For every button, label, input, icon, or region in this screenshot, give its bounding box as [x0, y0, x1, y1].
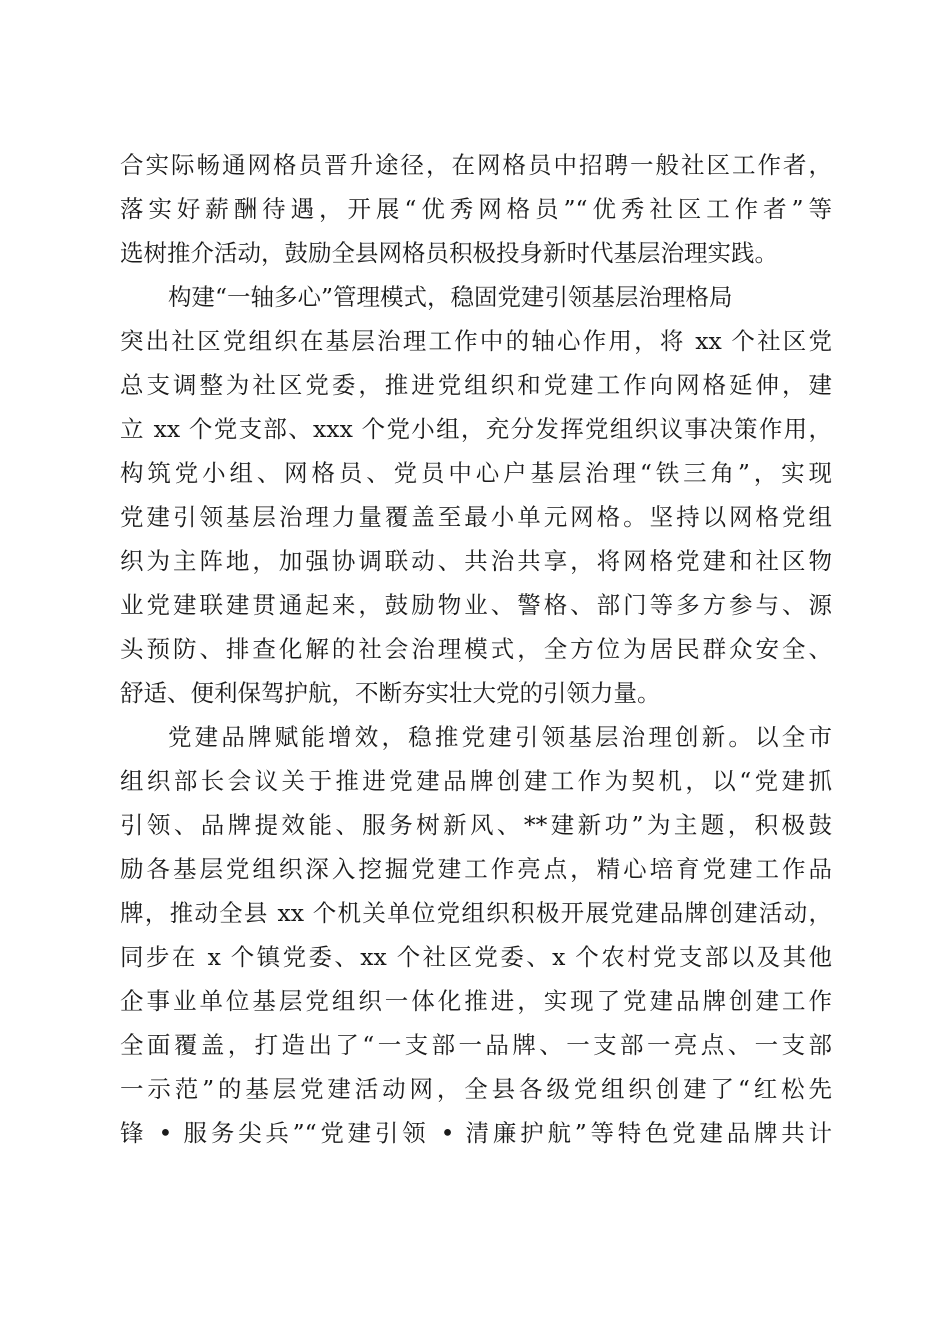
text-line: 织为主阵地，加强协调联动、共治共享，将网格党建和社区物: [120, 547, 832, 575]
text-line: 头预防、排查化解的社会治理模式，全方位为居民群众安全、: [120, 635, 832, 663]
text-line: 合实际畅通网格员晋升途径，在网格员中招聘一般社区工作者，: [120, 151, 832, 179]
text-line: 突出社区党组织在基层治理工作中的轴心作用，将 xx 个社区党: [120, 327, 832, 355]
paragraph-heading-line: 党建品牌赋能增效，稳推党建引领基层治理创新。以全市: [168, 723, 832, 751]
text-line: 引领、品牌提效能、服务树新风、**建新功”为主题，积极鼓: [120, 811, 832, 839]
text-line: 励各基层党组织深入挖掘党建工作亮点，精心培育党建工作品: [120, 855, 832, 883]
text-line: 总支调整为社区党委，推进党组织和党建工作向网格延伸，建: [120, 371, 832, 399]
body-text: [120, 143, 832, 1155]
text-line: 牌，推动全县 xx 个机关单位党组织积极开展党建品牌创建活动，: [120, 899, 832, 927]
paragraph-heading-line: 构建“一轴多心”管理模式，稳固党建引领基层治理格局: [168, 283, 733, 311]
text-line: 舒适、便利保驾护航，不断夯实壮大党的引领力量。: [120, 679, 661, 707]
text-line: 全面覆盖，打造出了“一支部一品牌、一支部一亮点、一支部: [120, 1031, 832, 1059]
text-line: 同步在 x 个镇党委、xx 个社区党委、x 个农村党支部以及其他: [120, 943, 832, 971]
text-line: 业党建联建贯通起来，鼓励物业、警格、部门等多方参与、源: [120, 591, 832, 619]
text-line: 企事业单位基层党组织一体化推进，实现了党建品牌创建工作: [120, 987, 832, 1015]
text-line: 锋 • 服务尖兵”“党建引领 • 清廉护航”等特色党建品牌共计: [120, 1119, 832, 1147]
text-line: 党建引领基层治理力量覆盖至最小单元网格。坚持以网格党组: [120, 503, 832, 531]
text-line: 立 xx 个党支部、xxx 个党小组，充分发挥党组织议事决策作用，: [120, 415, 832, 443]
text-line: 落实好薪酬待遇，开展“优秀网格员”“优秀社区工作者”等: [120, 195, 832, 223]
text-line: 一示范”的基层党建活动网，全县各级党组织创建了“红松先: [120, 1075, 832, 1103]
text-line: 构筑党小组、网格员、党员中心户基层治理“铁三角”，实现: [120, 459, 832, 487]
text-line: 组织部长会议关于推进党建品牌创建工作为契机，以“党建抓: [120, 767, 832, 795]
text-line: 选树推介活动，鼓励全县网格员积极投身新时代基层治理实践。: [120, 239, 778, 267]
